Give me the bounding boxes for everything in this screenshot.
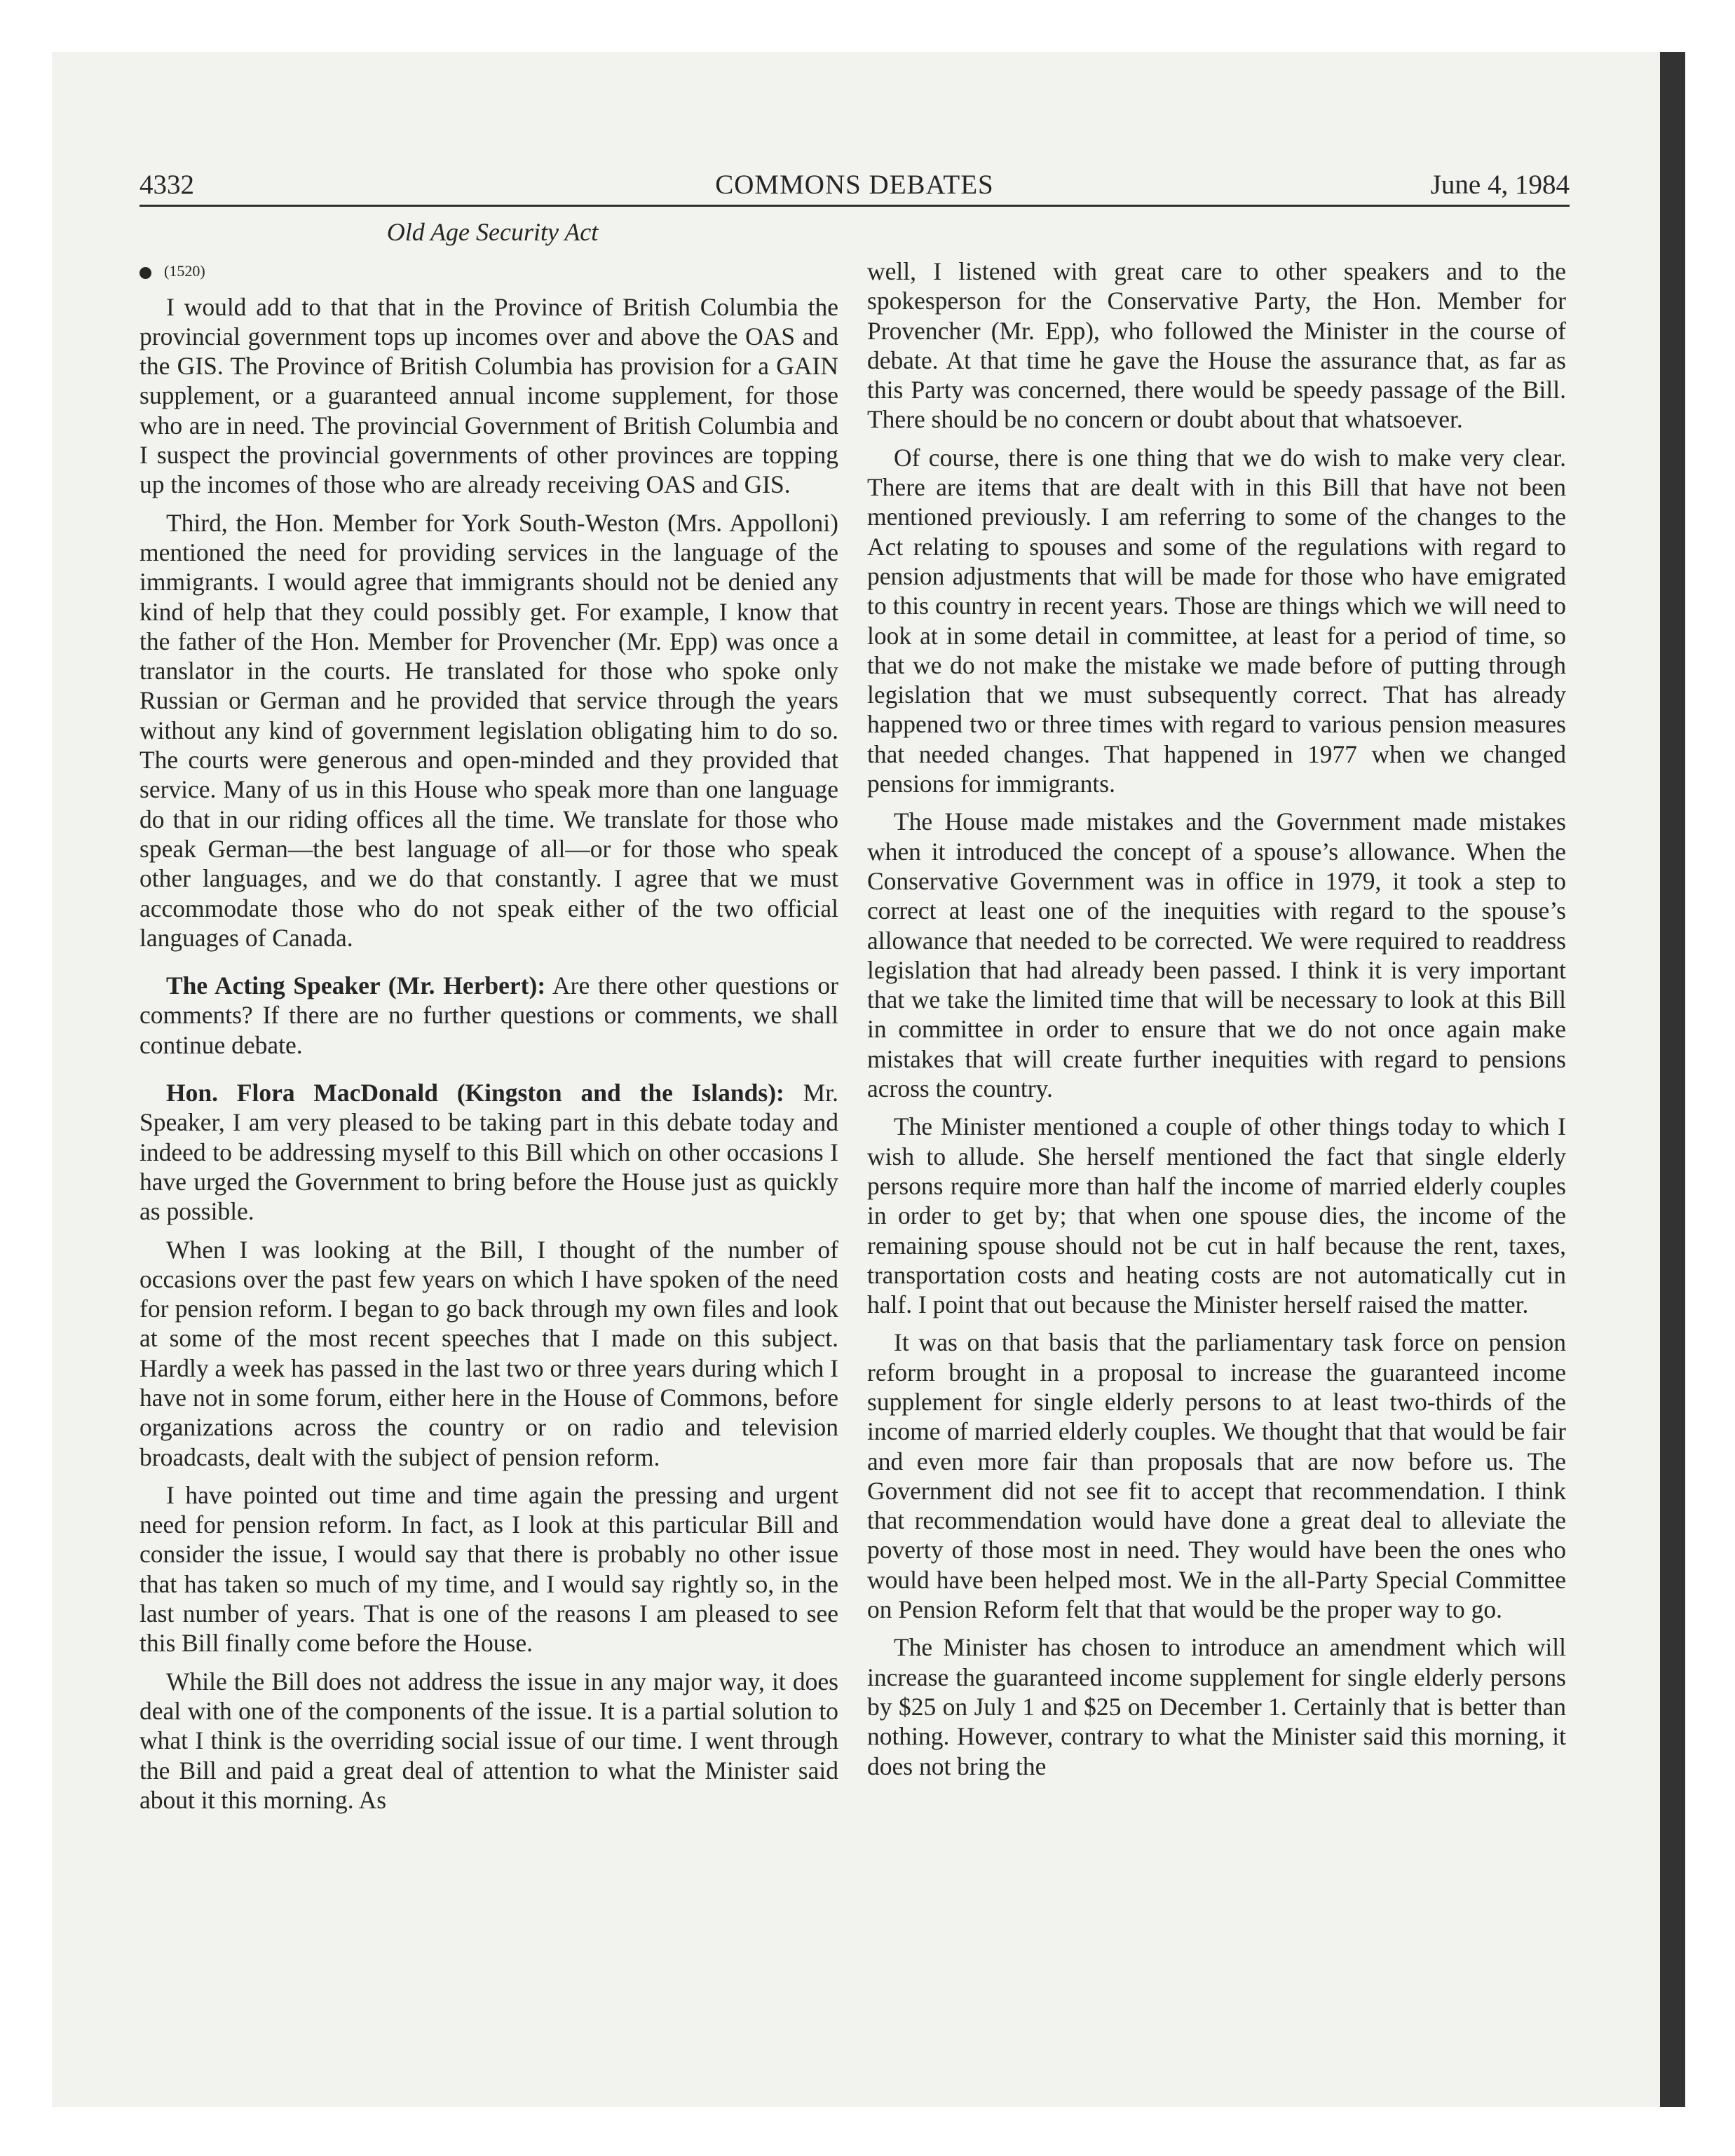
header-rule	[140, 205, 1570, 207]
speech-paragraph	[140, 971, 838, 1060]
speaker-name: Hon. Flora MacDonald (Kingston and the Islands):	[166, 1079, 784, 1107]
paragraph: well, I listened with great care to other speakers and to the spokesperson for the Conservative Party, the Hon. Member for Provencher (Mr. Epp), who followed the Minister in the course of debate. At that time he gave the House the assurance that, as far as this Party was concerned, there would be speedy passage of the Bill. There should be no concern or doubt about that whatsoever.	[867, 257, 1566, 434]
timestamp-marker	[140, 257, 838, 286]
paragraph: Of course, there is one thing that we do wish to make very clear. There are items that are dealt with in this Bill that have not been mentioned previously. I am referring to some of the changes to the Act relating to spouses and some of the regulations with regard to pension adjustments that will be made for those who have emigrated to this country in recent years. Those are things which we will need to look at in some detail in committee, at least for a period of time, so that we do not make the mistake we made before of putting through legislation that we must subsequently correct. That has already happened two or three times with regard to various pension measures that needed changes. That happened in 1977 when we changed pensions for immigrants.	[867, 443, 1566, 798]
speaker-name: The Acting Speaker (Mr. Herbert):	[166, 971, 546, 1000]
speech-text: Are there other questions or comments? If there are no further questions or comments, we shall continue debate.	[140, 971, 838, 1059]
scan-edge-shadow	[1660, 52, 1685, 2107]
publication-date: June 4, 1984	[1430, 170, 1570, 200]
subject-heading: Old Age Security Act	[386, 218, 599, 246]
paragraph: Third, the Hon. Member for York South-Weston (Mrs. Appolloni) mentioned the need for providing services in the language of the immigrants. I would agree that immigrants should not be denied any kind of help that they could possibly get. For example, I know that the father of the Hon. Member for Provencher (Mr. Epp) was once a translator in the courts. He translated for those who spoke only Russian or German and he provided that service through the years without any kind of government legislation obligating him to do so. The courts were generous and open-minded and they provided that service. Many of us in this House who speak more than one language do that in our riding offices all the time. We translate for those who speak German—the best language of all—or for those who speak other languages, and we do that constantly. I agree that we must accommodate those who do not speak either of the two official languages of Canada.	[140, 508, 838, 952]
paragraph: The House made mistakes and the Government made mistakes when it introduced the concept of a spouse’s allowance. When the Conservative Government was in office in 1979, it took a step to correct at least one of the inequities with regard to the spouse’s allowance that needed to be corrected. We were required to readdress legislation that had already been passed. I think it is very important that we take the limited time that will be necessary to look at this Bill in committee in order to ensure that we do not once again make mistakes that will create further inequities with regard to pensions across the country.	[867, 807, 1566, 1103]
paragraph: The Minister mentioned a couple of other things today to which I wish to allude. She herself mentioned the fact that single elderly persons require more than half the income of married elderly couples in order to get by; that when one spouse dies, the income of the remaining spouse should not be cut in half because the rent, taxes, transportation costs and heating costs are not automatically cut in half. I point that out because the Minister herself raised the matter.	[867, 1112, 1566, 1319]
speech-paragraph	[140, 1078, 838, 1226]
paragraph: While the Bill does not address the issue in any major way, it does deal with one of the components of the issue. It is a partial solution to what I think is the overriding social issue of our time. I went through the Bill and paid a great deal of attention to what the Minister said about it this morning. As	[140, 1667, 838, 1814]
speech-text: Mr. Speaker, I am very pleased to be taking part in this debate today and indeed to be addressing myself to this Bill which on other occasions I have urged the Government to bring before the House just as quickly as possible.	[140, 1079, 838, 1226]
paragraph: I have pointed out time and time again the pressing and urgent need for pension reform. In fact, as I look at this particular Bill and consider the issue, I would say that there is probably no other issue that has taken so much of my time, and I would say rightly so, in the last number of years. That is one of the reasons I am pleased to see this Bill finally come before the House.	[140, 1480, 838, 1658]
paragraph: The Minister has chosen to introduce an amendment which will increase the guaranteed income supplement for single elderly persons by $25 on July 1 and $25 on December 1. Certainly that is better than nothing. However, contrary to what the Minister said this morning, it does not bring the	[867, 1633, 1566, 1780]
paragraph: When I was looking at the Bill, I thought of the number of occasions over the past few years on which I have spoken of the need for pension reform. I began to go back through my own files and look at some of the most recent speeches that I made on this subject. Hardly a week has passed in the last two or three years during which I have not in some forum, either here in the House of Commons, before organizations across the country or on radio and television broadcasts, dealt with the subject of pension reform.	[140, 1235, 838, 1471]
page-number: 4332	[140, 170, 194, 200]
page-header	[140, 164, 1570, 206]
publication-title: COMMONS DEBATES	[715, 170, 994, 200]
paragraph: It was on that basis that the parliamentary task force on pension reform brought in a proposal to increase the guaranteed income supplement for single elderly persons to at least two-thirds of the income of married elderly couples. We thought that that would be fair and even more fair than proposals that are now before us. The Government did not see fit to accept that recommendation. I think that recommendation would have done a great deal to alleviate the poverty of those most in need. They would have been the ones who would have been helped most. We in the all-Party Special Committee on Pension Reform felt that that would be the proper way to go.	[867, 1328, 1566, 1624]
left-column	[140, 217, 838, 1823]
bullet-icon	[140, 267, 151, 279]
right-column	[867, 257, 1566, 1789]
timestamp: (1520)	[164, 262, 205, 280]
paragraph: I would add to that that in the Province of British Columbia the provincial government tops up incomes over and above the OAS and the GIS. The Province of British Columbia has provision for a GAIN supplement, or a guaranteed annual income supplement, for those who are in need. The provincial Government of British Columbia and I suspect the provincial governments of other provinces are topping up the incomes of those who are already receiving OAS and GIS.	[140, 292, 838, 499]
